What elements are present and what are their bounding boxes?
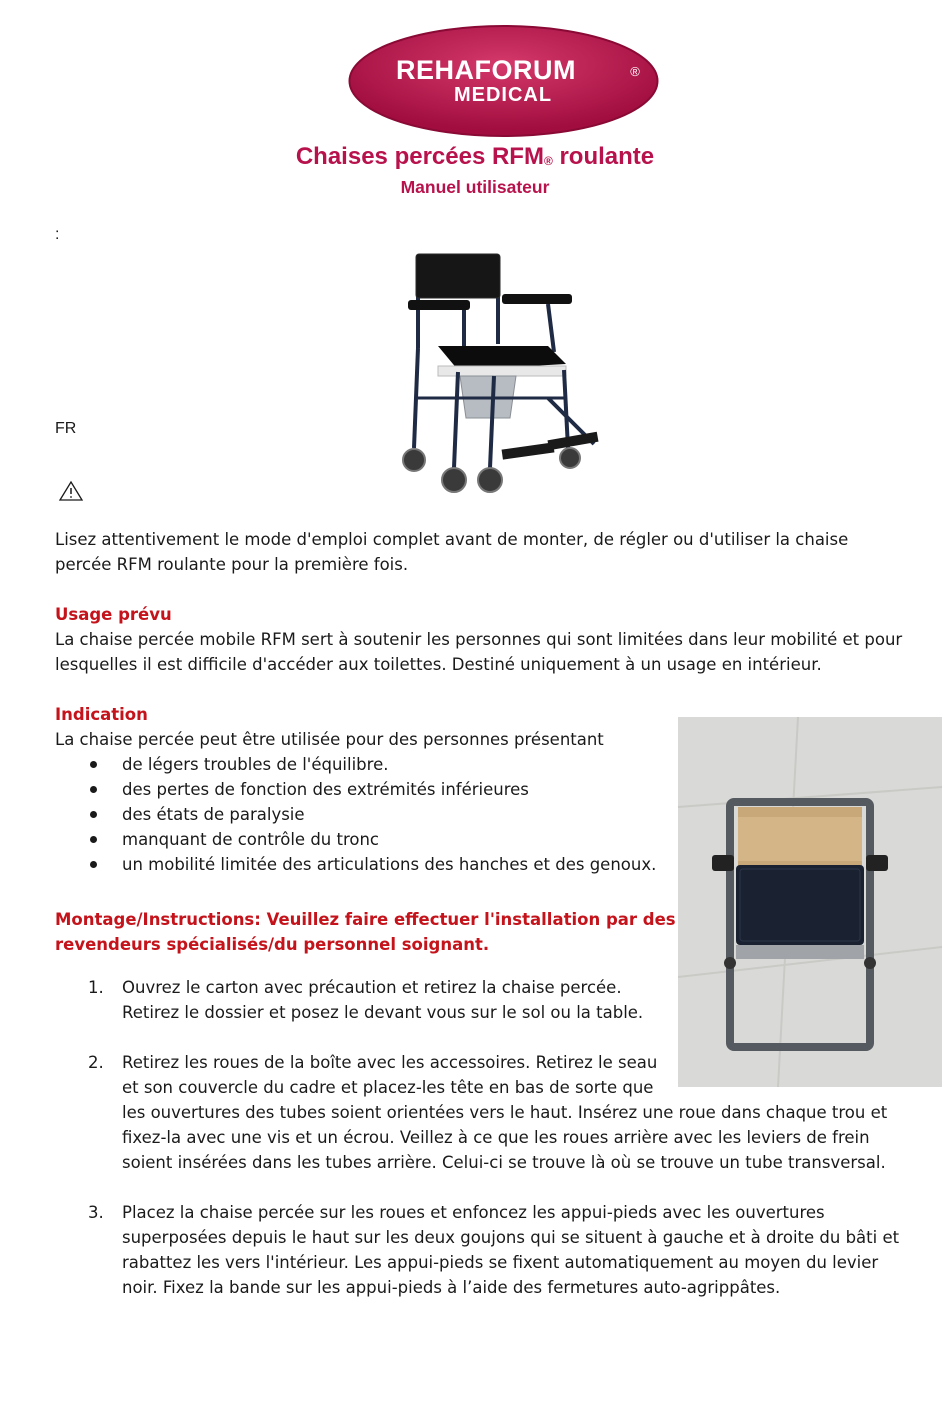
step-line: Placez la chaise percée sur les roues et enfoncez les appui-pieds avec les ouvertures bbox=[122, 1203, 825, 1222]
logo-line2: MEDICAL bbox=[453, 84, 553, 106]
title-text: Chaises percées RFM bbox=[295, 143, 544, 170]
montage-heading-line1: Montage/Instructions: Veuillez faire effectuer l'installation par des bbox=[55, 910, 676, 929]
page-title bbox=[0, 142, 950, 175]
step-line: Retirez le dossier et posez le devant vous sur le sol ou la table. bbox=[122, 1003, 644, 1022]
step-line: les ouvertures des tubes soient orientées vers le haut. Insérez une roue dans chaque trou et bbox=[122, 1103, 888, 1122]
logo-reg: ® bbox=[630, 64, 640, 79]
list-item: un mobilité limitée des articulations des hanches et des genoux. bbox=[55, 852, 675, 877]
step-number: 3. bbox=[88, 1203, 104, 1222]
indication-heading: Indication bbox=[55, 705, 148, 724]
indication-section bbox=[55, 702, 675, 877]
title-block bbox=[0, 142, 950, 198]
logo-line1: REHAFORUM bbox=[396, 55, 576, 85]
page-subtitle: Manuel utilisateur bbox=[400, 177, 550, 197]
colon-mark: : bbox=[55, 226, 60, 243]
list-item: de légers troubles de l'équilibre. bbox=[55, 752, 675, 777]
step-2 bbox=[55, 1050, 905, 1175]
list-item: des pertes de fonction des extrémités inférieures bbox=[55, 777, 675, 802]
list-item: des états de paralysie bbox=[55, 802, 675, 827]
title-reg: ® bbox=[543, 154, 553, 168]
montage-heading-line2: revendeurs spécialisés/du personnel soignant. bbox=[55, 935, 490, 954]
rehaforum-logo bbox=[347, 24, 660, 138]
commode-chair-image bbox=[398, 248, 618, 500]
step-1 bbox=[55, 975, 905, 1025]
indication-list bbox=[55, 752, 675, 877]
step-number: 2. bbox=[88, 1053, 104, 1072]
step-3 bbox=[55, 1200, 905, 1300]
list-item: manquant de contrôle du tronc bbox=[55, 827, 675, 852]
step-line: fixez-la avec une vis et un écrou. Veillez à ce que les roues arrière avec les leviers de frein bbox=[122, 1128, 870, 1147]
warning-triangle-icon bbox=[58, 480, 84, 502]
montage-section bbox=[55, 907, 905, 957]
intro-paragraph: Lisez attentivement le mode d'emploi complet avant de monter, de régler ou d'utiliser la chaise percée RFM roulante pour la première fois. bbox=[55, 530, 849, 574]
title-suffix: roulante bbox=[552, 143, 655, 170]
step-line: et son couvercle du cadre et placez-les tête en bas de sorte que bbox=[122, 1078, 654, 1097]
usage-heading: Usage prévu bbox=[55, 605, 172, 624]
step-line: soient insérées dans les tubes arrière. Celui-ci se trouve là où se trouve un tube transversal. bbox=[122, 1153, 886, 1172]
step-line: noir. Fixez la bande sur les appui-pieds à l’aide des fermetures auto-agrippâtes. bbox=[122, 1278, 781, 1297]
step-line: superposées depuis le haut sur les deux goujons qui se situent à gauche et à droite du bâti et bbox=[122, 1228, 900, 1247]
usage-section bbox=[55, 602, 905, 677]
step-line: Retirez les roues de la boîte avec les accessoires. Retirez le seau bbox=[122, 1053, 658, 1072]
step-line: rabattez les vers l'intérieur. Les appui-pieds se fixent automatiquement au moyen du levier bbox=[122, 1253, 879, 1272]
step-line: Ouvrez le carton avec précaution et retirez la chaise percée. bbox=[122, 978, 622, 997]
chair-top-view-photo bbox=[678, 717, 942, 1087]
indication-text: La chaise percée peut être utilisée pour des personnes présentant bbox=[55, 730, 604, 749]
language-label: FR bbox=[55, 420, 77, 437]
usage-text: La chaise percée mobile RFM sert à soutenir les personnes qui sont limitées dans leur mobilité et pour lesquelles il est difficile d'accéder aux toilettes. Destiné uniquement à un usage en intérieur. bbox=[55, 630, 903, 674]
step-number: 1. bbox=[88, 978, 104, 997]
